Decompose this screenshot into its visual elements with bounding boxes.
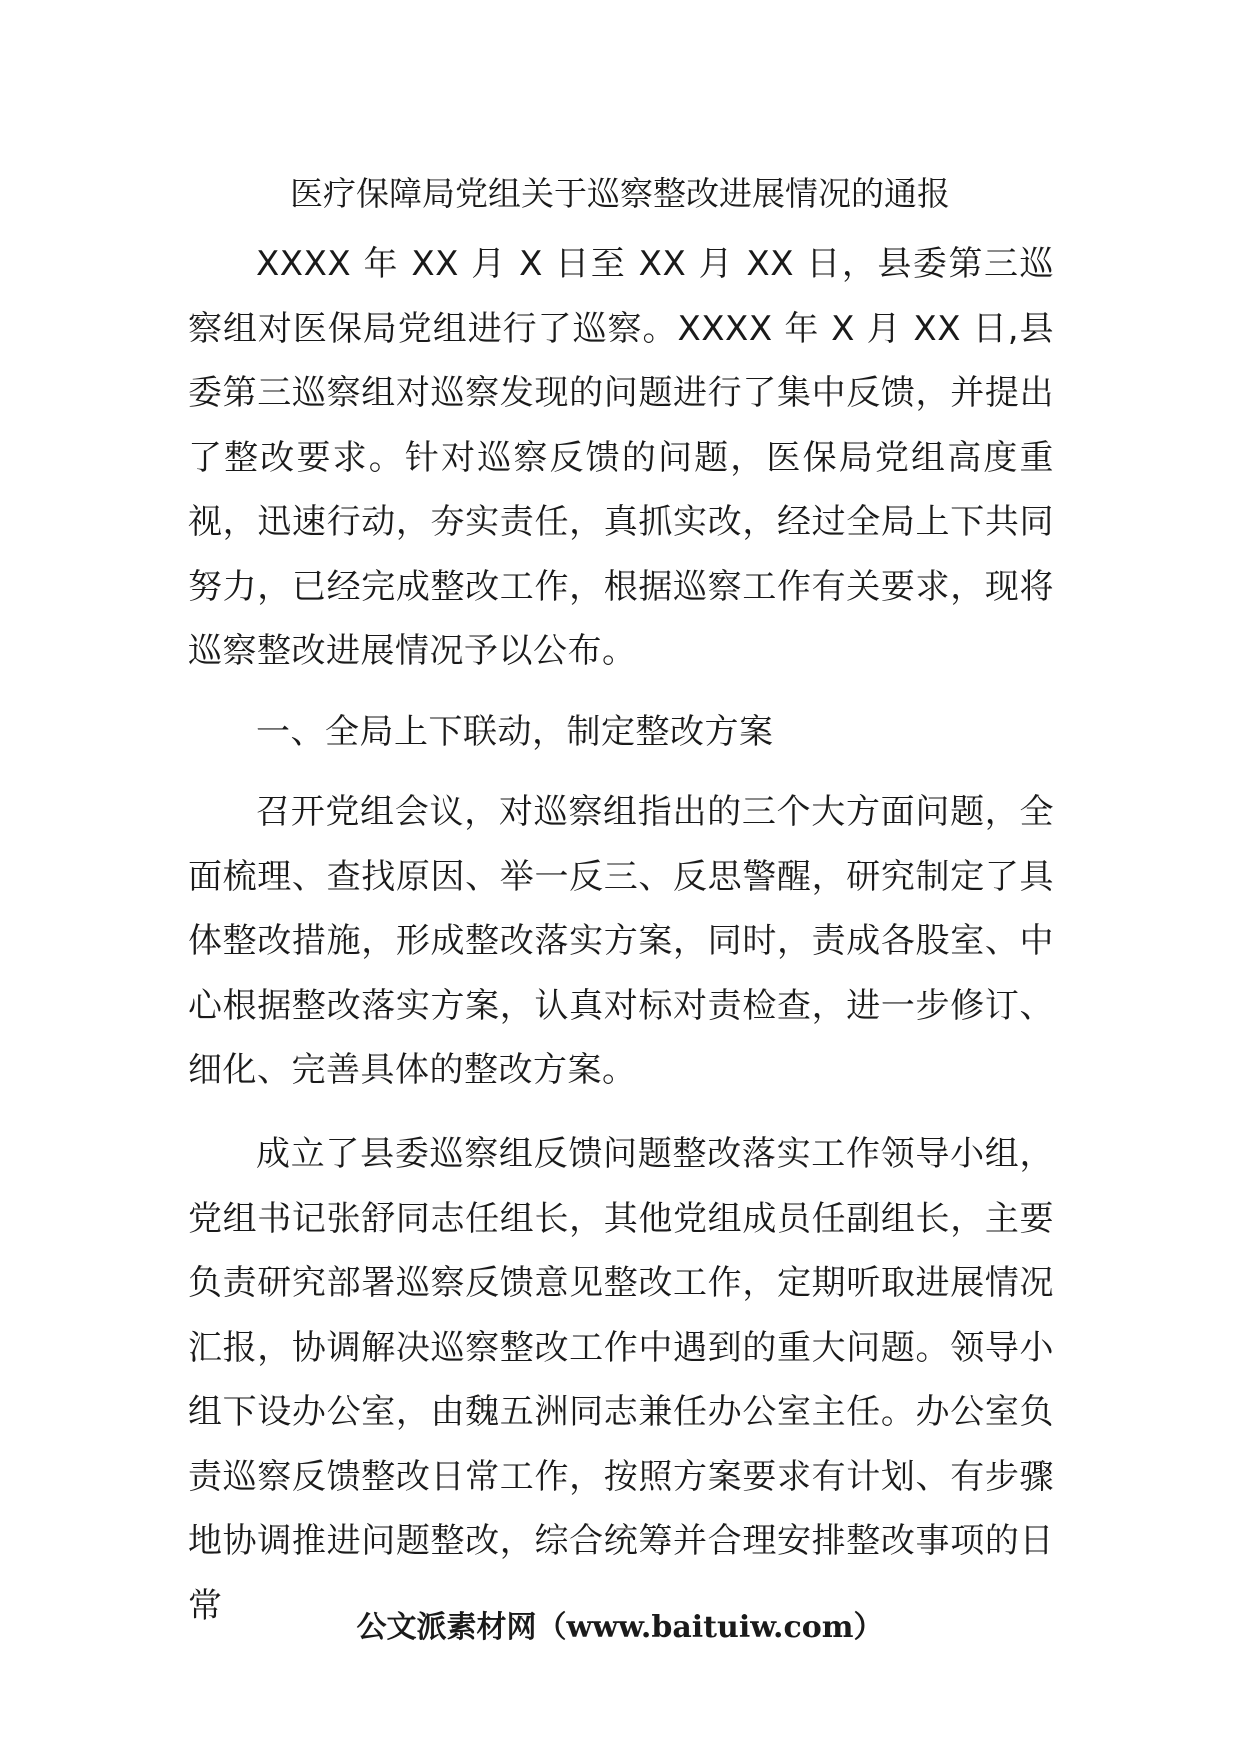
paragraph-text: 成立了县委巡察组反馈问题整改落实工作领导小组，党组书记张舒同志任组长，其他党组成员任副组长，主要负责研究部署巡察反馈意见整改工作，定期听取进展情况汇报，协调解决巡察整改工作中遇到的重大问题。领导小组下设办公室，由魏五洲同志兼任办公室主任。办公室负责巡察反馈整改日常工作，按照方案要求有计划、有步骤地协调推进问题整改，综合统筹并合理安排整改事项的日常: [188, 1134, 1054, 1626]
paragraph-plan: [188, 780, 1054, 1103]
paragraph-text: 召开党组会议，对巡察组指出的三个大方面问题，全面梳理、查找原因、举一反三、反思警醒，研究制定了具体整改措施，形成整改落实方案，同时，责成各股室、中心根据整改落实方案，认真对标对责检查，进一步修订、细化、完善具体的整改方案。: [188, 792, 1054, 1090]
paragraph-leadership-group: [188, 1122, 1054, 1638]
footer-watermark: 公文派素材网（www.baituiw.com）: [356, 1610, 884, 1645]
document-title: 医疗保障局党组关于巡察整改进展情况的通报: [290, 174, 950, 213]
paragraph-text: XXXX 年 XX 月 X 日至 XX 月 XX 日，县委第三巡察组对医保局党组进行了巡察。XXXX 年 X 月 XX 日,县委第三巡察组对巡察发现的问题进行了集中反馈，并提出了整改要求。针对巡察反馈的问题，医保局党组高度重视，迅速行动，夯实责任，真抓实改，经过全局上下共同努力，已经完成整改工作，根据巡察工作有关要求，现将巡察整改进展情况予以公布。: [188, 244, 1054, 671]
section-heading-1: [188, 700, 1054, 765]
paragraph-intro: [188, 232, 1054, 684]
section-heading-text: 一、全局上下联动，制定整改方案: [256, 712, 774, 752]
